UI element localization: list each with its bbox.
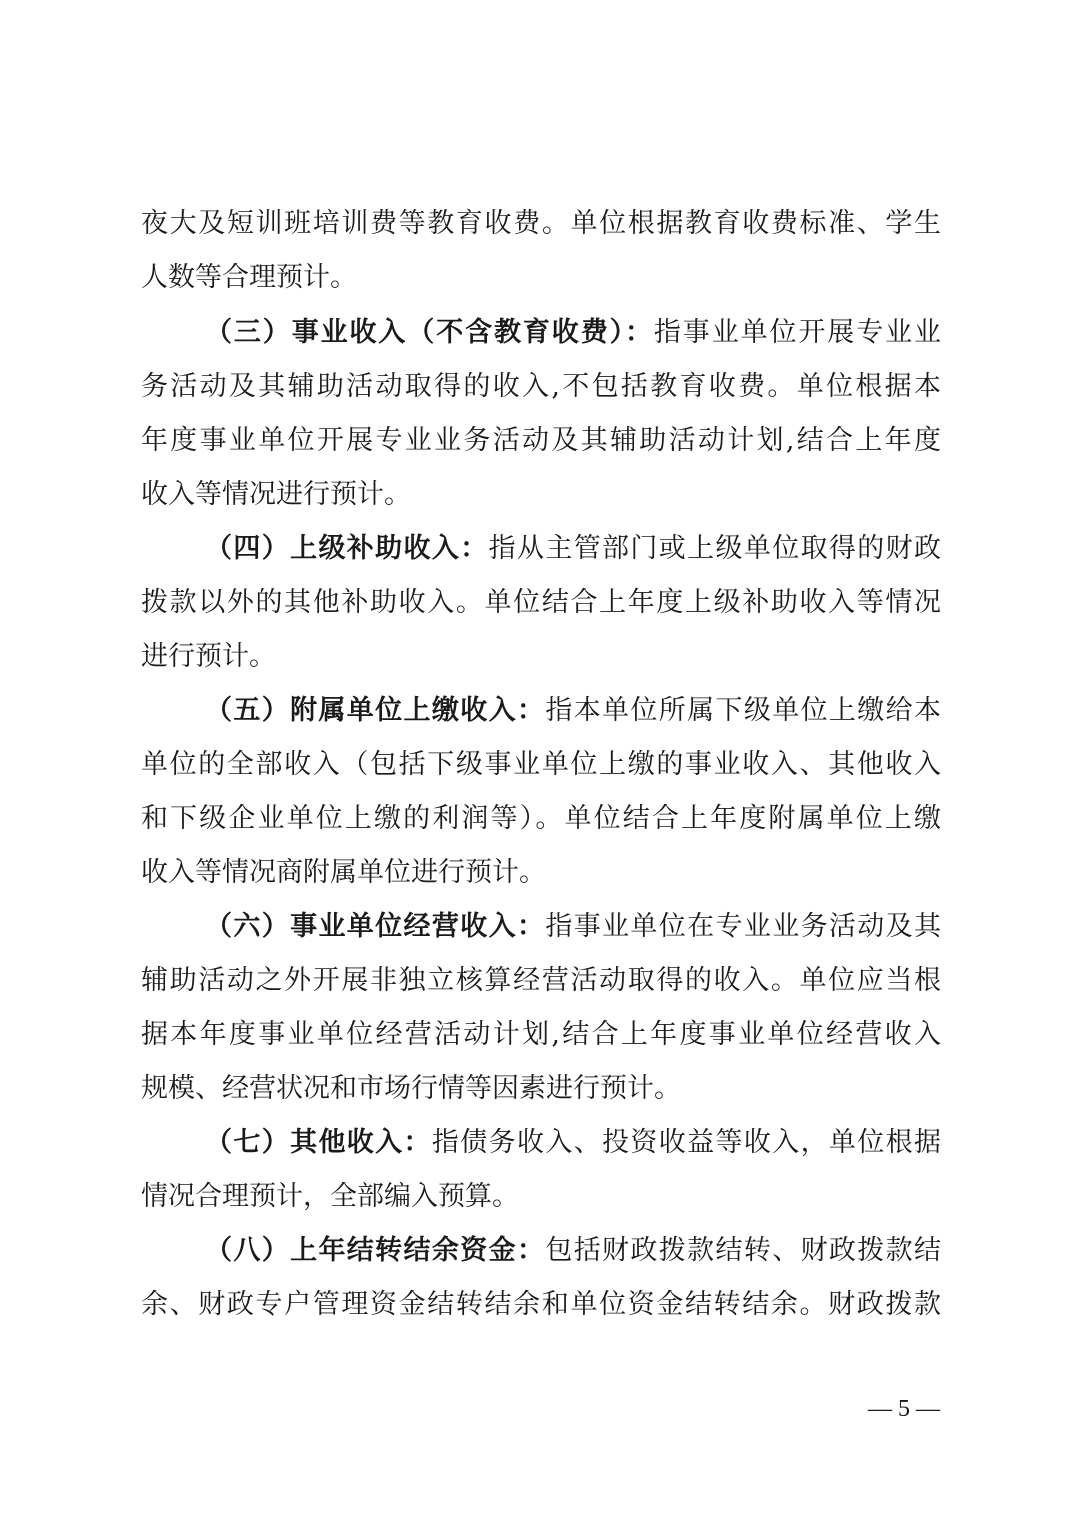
paragraph-line: 规模、经营状况和市场行情等因素进行预计。 <box>141 1073 681 1104</box>
paragraph-line: 进行预计。 <box>141 641 276 672</box>
paragraph-line: 和下级企业单位上缴的利润等）。单位结合上年度附属单位上缴 <box>141 803 941 834</box>
section-3-text: 指事业单位开展专业业 <box>653 317 941 348</box>
paragraph-line: 年度事业单位开展专业业务活动及其辅助活动计划,结合上年度 <box>141 425 941 456</box>
section-5-text: 指本单位所属下级单位上缴给本 <box>545 695 941 726</box>
section-6-text: 指事业单位在专业业务活动及其 <box>545 911 941 942</box>
paragraph-line: 夜大及短训班培训费等教育收费。单位根据教育收费标准、学生 <box>141 208 941 239</box>
section-4-text: 指从主管部门或上级单位取得的财政 <box>488 533 941 564</box>
section-4-first-line <box>205 529 941 569</box>
section-7-text: 指债务收入、投资收益等收入，单位根据 <box>431 1127 941 1158</box>
section-5-heading: （五）附属单位上缴收入： <box>205 695 546 726</box>
section-7-first-line <box>205 1123 941 1163</box>
paragraph-line: 辅助活动之外开展非独立核算经营活动取得的收入。单位应当根 <box>141 965 941 996</box>
section-3-first-line <box>205 313 941 353</box>
section-7-heading: （七）其他收入： <box>205 1127 432 1158</box>
section-6-first-line <box>205 907 941 947</box>
section-6-heading: （六）事业单位经营收入： <box>205 911 546 942</box>
paragraph-line: 单位的全部收入（包括下级事业单位上缴的事业收入、其他收入 <box>141 749 941 780</box>
section-8-heading: （八）上年结转结余资金： <box>205 1235 546 1266</box>
section-5-first-line <box>205 691 941 731</box>
page-number: — 5 — <box>868 1396 940 1422</box>
paragraph-line: 收入等情况进行预计。 <box>141 479 411 510</box>
paragraph-line: 拨款以外的其他补助收入。单位结合上年度上级补助收入等情况 <box>141 587 941 618</box>
section-8-first-line <box>205 1231 941 1271</box>
section-3-heading: （三）事业收入（不含教育收费）： <box>205 317 654 348</box>
paragraph-line: 人数等合理预计。 <box>141 262 357 293</box>
paragraph-line: 据本年度事业单位经营活动计划,结合上年度事业单位经营收入 <box>141 1019 941 1050</box>
section-8-text: 包括财政拨款结转、财政拨款结 <box>545 1235 941 1266</box>
paragraph-line: 余、财政专户管理资金结转结余和单位资金结转结余。财政拨款 <box>141 1289 941 1320</box>
section-4-heading: （四）上级补助收入： <box>205 533 489 564</box>
paragraph-line: 情况合理预计，全部编入预算。 <box>141 1181 519 1212</box>
paragraph-line: 收入等情况商附属单位进行预计。 <box>141 857 546 888</box>
paragraph-line: 务活动及其辅助活动取得的收入,不包括教育收费。单位根据本 <box>141 371 941 402</box>
